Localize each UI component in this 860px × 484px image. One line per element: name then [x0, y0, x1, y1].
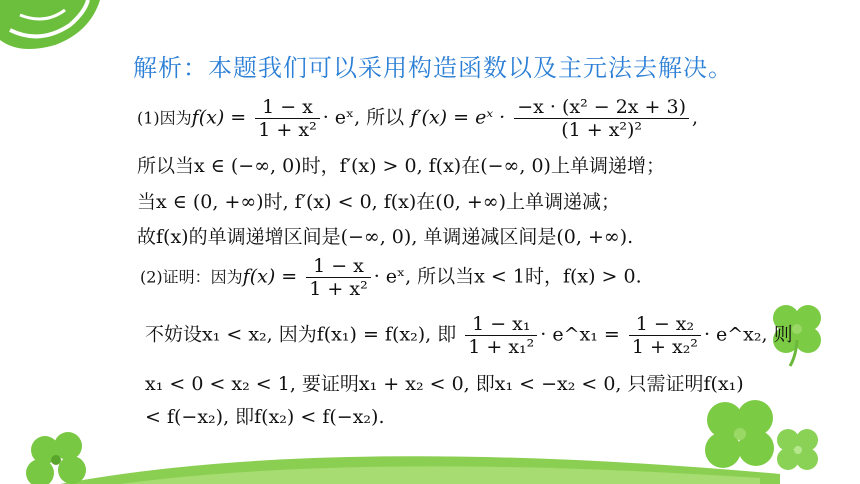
part2-a-den: 1 + x₁²: [468, 336, 535, 358]
clover-bottom-left-icon: [10, 428, 110, 484]
part1-label: (1)因为: [137, 108, 192, 128]
part2-fraction-b: [629, 313, 701, 358]
part2-fraction: [306, 255, 370, 300]
part2-line3: x₁ < 0 < x₂ < 1, 要证明x₁ + x₂ < 0, 即x₁ < −x₂ < 0, 只需证明f(x₁): [145, 373, 744, 395]
analysis-title: 解析：本题我们可以采用构造函数以及主元法去解决。: [133, 54, 733, 82]
part2-frac-num: 1 − x: [306, 255, 370, 278]
part2-a-num: 1 − x₁: [465, 313, 537, 336]
part2-lhs: f(x) =: [242, 265, 298, 288]
part2-tail: · eˣ, 所以当x < 1时，f(x) > 0.: [373, 265, 642, 288]
part2-fraction-a: [465, 313, 537, 358]
part1-tail: · eˣ, 所以: [322, 106, 405, 129]
part1-frac-num: 1 − x: [255, 96, 319, 119]
part1-frac-den: 1 + x²: [258, 119, 317, 141]
part1-formula-line: [137, 96, 698, 141]
part2-line4: < f(−x₂), 即f(x₂) < f(−x₂).: [145, 406, 385, 428]
part1-lhs: f(x) =: [191, 106, 247, 129]
part1-deriv-tail: ,: [692, 106, 699, 129]
clover-right-small-icon: [768, 420, 828, 480]
part1-deriv-lhs: f′(x) = eˣ ·: [410, 106, 506, 129]
part2-line2-head: 不妨设x₁ < x₂, 因为f(x₁) = f(x₂), 即: [145, 323, 457, 346]
part1-deriv-fraction: [514, 96, 689, 141]
part1-line4: 故f(x)的单调递增区间是(−∞, 0), 单调递减区间是(0, +∞).: [137, 226, 634, 248]
part1-fraction: [255, 96, 319, 141]
part2-frac-den: 1 + x²: [309, 278, 368, 300]
part2-label: (2)证明：因为: [140, 267, 243, 287]
part1-line2: 所以当x ∈ (−∞, 0)时，f′(x) > 0, f(x)在(−∞, 0)上单调递增；: [137, 155, 665, 177]
part2-b-den: 1 + x₂²: [631, 336, 698, 358]
part2-b-tail: · e^x₂, 则: [703, 323, 793, 346]
part1-deriv-num: −x · (x² − 2x + 3): [514, 96, 689, 119]
part2-line2: [145, 313, 793, 358]
part2-a-mid: · e^x₁ =: [540, 323, 620, 346]
logo-leaf-icon: [0, 0, 110, 60]
part1-deriv-den: (1 + x²)²: [561, 119, 643, 141]
part1-line3: 当x ∈ (0, +∞)时, f′(x) < 0, f(x)在(0, +∞)上单调递减；: [137, 191, 621, 213]
part2-formula-line: [140, 255, 642, 300]
part2-b-num: 1 − x₂: [629, 313, 701, 336]
